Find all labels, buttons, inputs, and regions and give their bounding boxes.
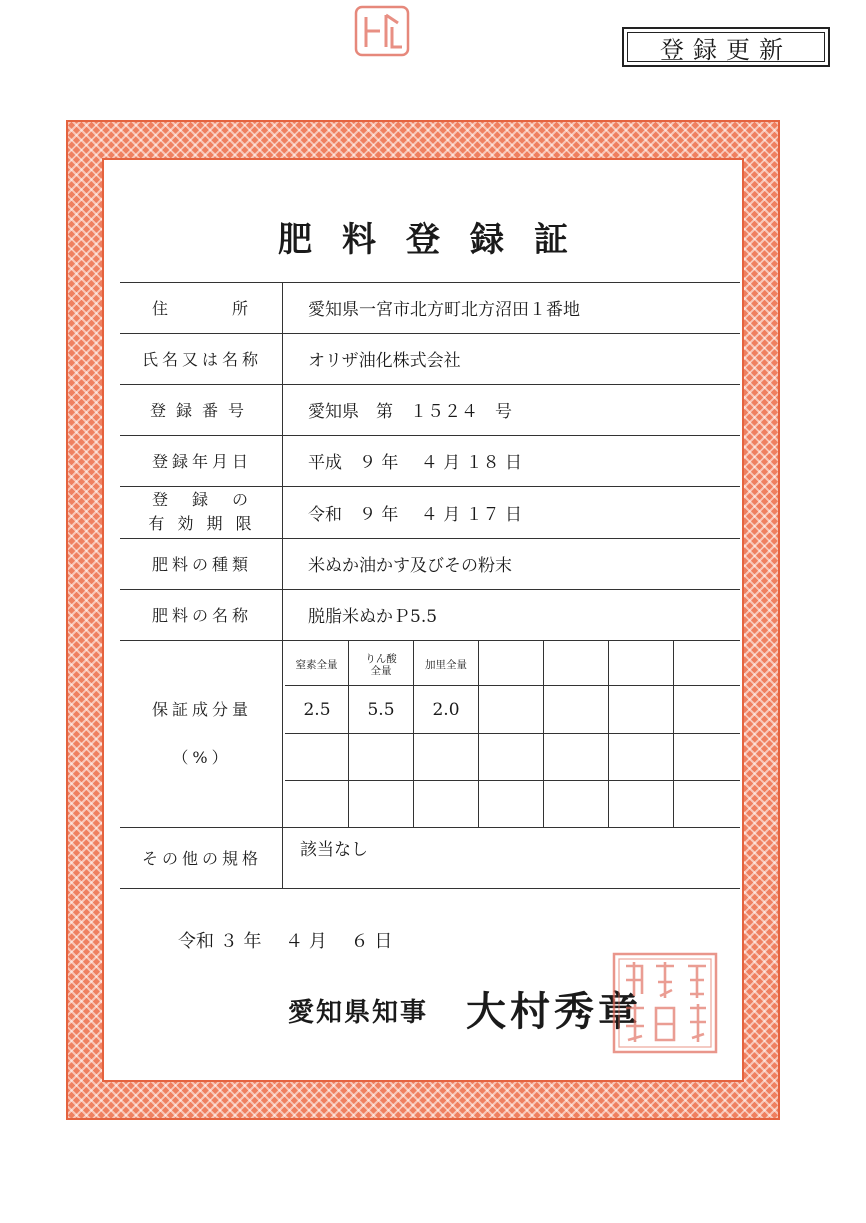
fert-name-value: 脱脂米ぬかＰ5.5 — [308, 607, 438, 627]
expiry-value: 令和 ９ 年 ４ 月 １７ 日 — [308, 504, 523, 525]
guarantee-label-line1: 保証成分量 — [151, 699, 252, 719]
renewal-stamp — [622, 27, 830, 67]
address-value: 愛知県一宮市北方町北方沼田１番地 — [308, 300, 580, 320]
reg-date-label: 登録年月日 — [151, 452, 252, 471]
address-label: 住 所 — [151, 299, 252, 318]
reg-date-value: 平成 ９ 年 ４ 月 １８ 日 — [308, 453, 523, 473]
renewal-label: 登録更新 — [660, 35, 792, 64]
fert-type-value: 米ぬか油かす及びその粉末 — [308, 556, 512, 576]
reg-number-value: 愛知県 第 １５２４ 号 — [308, 402, 512, 422]
name-label: 氏名又は名称 — [141, 350, 262, 369]
potassium-value: 2.0 — [432, 700, 460, 720]
guarantee-label-line2: （%） — [172, 747, 232, 767]
other-label: その他の規格 — [141, 849, 262, 868]
document-title: 肥料登録証 — [278, 220, 598, 260]
expiry-label-line2: 有 効 期 限 — [148, 514, 256, 533]
expiry-label-line1: 登 録 の — [151, 490, 252, 509]
fert-type-label: 肥料の種類 — [151, 555, 252, 574]
issue-date: 令和 ３ 年 ４ 月 ６ 日 — [178, 931, 393, 952]
guarantee-label — [122, 640, 282, 827]
name-value: オリザ油化株式会社 — [308, 351, 461, 371]
nitrogen-header: 窒素全量 — [295, 659, 338, 671]
fert-name-label: 肥料の名称 — [151, 606, 252, 625]
potassium-header: 加里全量 — [425, 659, 467, 671]
other-value: 該当なし — [300, 839, 368, 860]
governor-seal-stamp — [610, 950, 720, 1056]
corner-seal-stamp — [352, 3, 412, 59]
authority-name: 大村秀章 — [466, 988, 642, 1035]
reg-number-label: 登録番号 — [149, 401, 254, 420]
phosphate-value: 5.5 — [367, 700, 395, 720]
expiry-label — [122, 486, 282, 538]
phosphate-header: りん酸 全量 — [365, 653, 397, 677]
authority-title: 愛知県知事 — [288, 998, 429, 1028]
nitrogen-value: 2.5 — [303, 700, 331, 720]
